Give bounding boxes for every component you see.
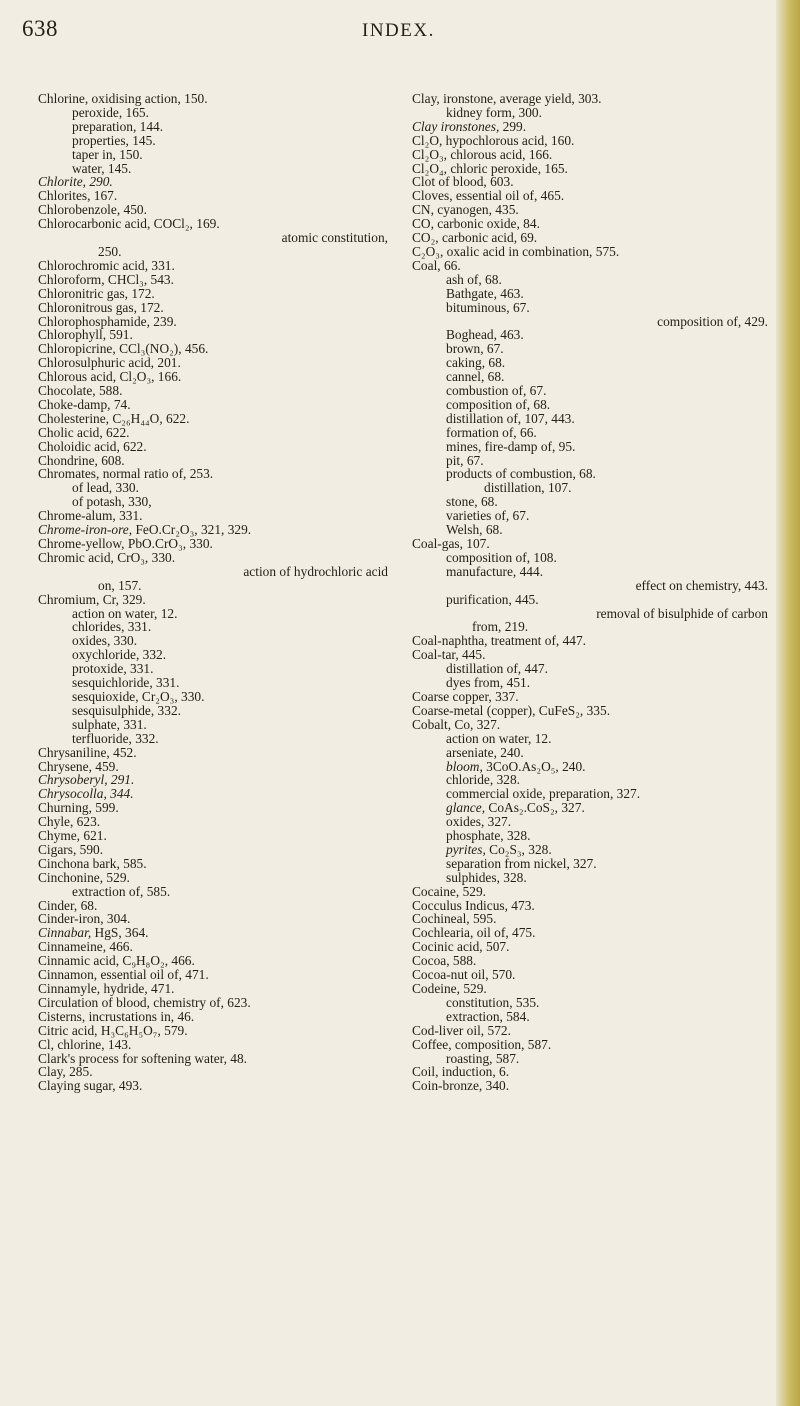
index-entry: Chlorite, 290.	[38, 174, 113, 190]
index-entry: CN, cyanogen, 435.	[412, 202, 519, 218]
index-entry: Chyme, 621.	[38, 828, 107, 844]
index-subentry: on, 157.	[98, 577, 142, 593]
index-subentry: distillation of, 107, 443.	[446, 410, 575, 426]
index-entry: Chrome-yellow, PbO.CrO₃, 330.	[38, 536, 213, 551]
index-entry: Chloronitrous gas, 172.	[38, 299, 164, 315]
index-subentry: distillation, 107.	[484, 480, 572, 496]
index-entry: Chlorous acid, Cl₂O₃, 166.	[38, 369, 182, 385]
index-entry: Cinchonine, 529.	[38, 869, 130, 885]
index-subentry: mines, fire-damp of, 95.	[446, 438, 576, 454]
index-entry: Clot of blood, 603.	[412, 174, 514, 190]
index-subentry: commercial oxide, preparation, 327.	[446, 786, 641, 802]
index-subentry: water, 145.	[72, 160, 132, 176]
index-entry: Chrysoberyl, 291.	[38, 772, 135, 788]
index-entry: Chocolate, 588.	[38, 383, 123, 399]
index-subentry: kidney form, 300.	[446, 104, 542, 120]
index-entry: Chrysocolla, 344.	[38, 786, 134, 802]
index-subentry: ash of, 68.	[446, 271, 502, 287]
index-subentry: Boghead, 463.	[446, 327, 524, 343]
index-entry: Cisterns, incrustations in, 46.	[38, 1008, 195, 1024]
index-entry: Cinnamic acid, C₉H₈O₂, 466.	[38, 953, 195, 969]
index-subentry: action on water, 12.	[446, 730, 552, 746]
index-subentry: bloom, 3CoO.As₂O₅, 240.	[446, 758, 586, 774]
index-entry: Cinchona bark, 585.	[38, 855, 147, 871]
index-entry: Claying sugar, 493.	[38, 1078, 143, 1094]
index-subentry: oxides, 327.	[446, 814, 512, 830]
index-entry: Churning, 599.	[38, 800, 119, 816]
index-entry: Chrysene, 459.	[38, 758, 119, 774]
index-entry: Chloronitric gas, 172.	[38, 285, 155, 301]
index-entry: Chondrine, 608.	[38, 452, 125, 468]
index-entry: Cl₂O₃, chlorous acid, 166.	[412, 146, 553, 162]
index-subentry: manufacture, 444.	[446, 563, 544, 579]
index-subentry: bituminous, 67.	[446, 299, 530, 315]
index-entry: Chrome-iron-ore, FeO.Cr₂O₃, 321, 329.	[38, 522, 252, 538]
index-entry: Coal-gas, 107.	[412, 536, 490, 551]
index-subentry: protoxide, 331.	[72, 661, 154, 677]
index-entry: Clay, 285.	[38, 1064, 93, 1080]
index-entry: Chlorobenzole, 450.	[38, 202, 147, 218]
index-subentry: from, 219.	[472, 619, 529, 635]
index-entry: Cinnabar, HgS, 364.	[38, 925, 149, 941]
index-entry: Circulation of blood, chemistry of, 623.	[38, 994, 251, 1010]
index-subentry: stone, 68.	[446, 494, 498, 510]
index-subentry: sesquisulphide, 332.	[72, 702, 181, 718]
index-entry: Cholic acid, 622.	[38, 424, 130, 440]
index-entry: Cod-liver oil, 572.	[412, 1022, 511, 1038]
index-entry: Cl, chlorine, 143.	[38, 1036, 132, 1052]
index-subentry: extraction of, 585.	[72, 883, 171, 899]
index-entry: Chlorites, 167.	[38, 188, 118, 204]
index-entry: Cocculus Indicus, 473.	[412, 897, 535, 913]
index-entry: Cobalt, Co, 327.	[412, 716, 501, 732]
index-entry: Cochineal, 595.	[412, 911, 497, 927]
index-subentry: extraction, 584.	[446, 1008, 530, 1024]
index-subentry: chloride, 328.	[446, 772, 521, 788]
index-subentry: terfluoride, 332.	[72, 730, 159, 746]
index-entry: Chlorochromic acid, 331.	[38, 257, 175, 273]
index-subentry: varieties of, 67.	[446, 508, 530, 524]
page-edge	[776, 0, 800, 1406]
index-subentry: constitution, 535.	[446, 994, 540, 1010]
index-entry: Cinnameine, 466.	[38, 939, 133, 955]
index-entry: Clark's process for softening water, 48.	[38, 1050, 248, 1066]
index-entry: Cl₂O, hypochlorous acid, 160.	[412, 132, 575, 148]
index-subentry: composition of, 108.	[446, 549, 557, 565]
index-entry: Cocoa, 588.	[412, 953, 477, 969]
index-subentry: roasting, 587.	[446, 1050, 520, 1066]
index-entry: Coal, 66.	[412, 257, 461, 273]
index-subentry: dyes from, 451.	[446, 675, 531, 691]
index-entry: Cl₂O₄, chloric peroxide, 165.	[412, 160, 568, 176]
index-entry: Citric acid, H₃C₆H₅O₇, 579.	[38, 1022, 188, 1038]
index-column-right	[412, 92, 768, 1093]
index-subentry: brown, 67.	[446, 341, 504, 357]
index-entry: Chlorosulphuric acid, 201.	[38, 355, 181, 371]
index-entry: Coin-bronze, 340.	[412, 1078, 510, 1094]
index-entry: Chloropicrine, CCl₃(NO₂), 456.	[38, 341, 209, 357]
index-entry: Coal-tar, 445.	[412, 647, 486, 663]
index-subentry: combustion of, 67.	[446, 383, 547, 399]
index-subentry: 250.	[98, 243, 122, 259]
index-subentry: formation of, 66.	[446, 424, 537, 440]
index-entry: Chlorocarbonic acid, COCl₂, 169.	[38, 216, 220, 232]
index-subentry: composition of, 429.	[657, 313, 768, 329]
index-subentry: products of combustion, 68.	[446, 466, 596, 482]
index-subentry: action of hydrochloric acid	[243, 563, 388, 579]
index-entry: Choloidic acid, 622.	[38, 438, 147, 454]
index-entry: Cigars, 590.	[38, 841, 104, 857]
index-entry: Chloroform, CHCl₃, 543.	[38, 271, 174, 287]
index-subentry: oxides, 330.	[72, 633, 138, 649]
index-subentry: sesquioxide, Cr₂O₃, 330.	[72, 688, 205, 704]
index-subentry: Bathgate, 463.	[446, 285, 524, 301]
index-entry: Clay ironstones, 299.	[412, 118, 527, 134]
index-entry: Coarse copper, 337.	[412, 688, 519, 704]
index-subentry: of lead, 330.	[72, 480, 139, 496]
index-entry: Cocaine, 529.	[412, 883, 487, 899]
index-subentry: pit, 67.	[446, 452, 484, 468]
index-entry: Chromium, Cr, 329.	[38, 591, 146, 607]
index-subentry: properties, 145.	[72, 132, 156, 148]
index-entry: Chrome-alum, 331.	[38, 508, 143, 524]
index-subentry: effect on chemistry, 443.	[635, 577, 768, 593]
index-entry: Chyle, 623.	[38, 814, 101, 830]
index-entry: CO, carbonic oxide, 84.	[412, 216, 540, 232]
index-entry: Codeine, 529.	[412, 981, 487, 996]
index-entry: Cinnamyle, hydride, 471.	[38, 981, 175, 996]
index-entry: Chrysaniline, 452.	[38, 744, 137, 760]
index-entry: Cocoa-nut oil, 570.	[412, 967, 516, 983]
index-entry: Cholesterine, C₂₆H₄₄O, 622.	[38, 410, 190, 426]
index-entry: Cinder-iron, 304.	[38, 911, 131, 927]
index-column-left	[38, 92, 388, 1093]
index-entry: Chlorine, oxidising action, 150.	[38, 91, 208, 106]
index-subentry: sesquichloride, 331.	[72, 675, 180, 691]
index-subentry: separation from nickel, 327.	[446, 855, 597, 871]
index-subentry: pyrites, Co₂S₃, 328.	[446, 841, 552, 857]
index-entry: CO₂, carbonic acid, 69.	[412, 230, 538, 246]
index-entry: Coarse-metal (copper), CuFeS₂, 335.	[412, 702, 611, 718]
index-subentry: sulphides, 328.	[446, 869, 527, 885]
index-entry: Clay, ironstone, average yield, 303.	[412, 91, 602, 106]
index-entry: Chlorophosphamide, 239.	[38, 313, 177, 329]
index-entry: Cinder, 68.	[38, 897, 98, 913]
index-entry: Cloves, essential oil of, 465.	[412, 188, 565, 204]
index-subentry: atomic constitution,	[281, 230, 388, 246]
page-number: 638	[22, 16, 58, 41]
index-subentry: action on water, 12.	[72, 605, 178, 621]
index-subentry: arseniate, 240.	[446, 744, 524, 760]
index-subentry: sulphate, 331.	[72, 716, 147, 732]
index-subentry: phosphate, 328.	[446, 828, 531, 844]
index-entry: Coil, induction, 6.	[412, 1064, 510, 1080]
index-entry: C₂O₃, oxalic acid in combination, 575.	[412, 243, 620, 259]
index-entry: Cinnamon, essential oil of, 471.	[38, 967, 209, 983]
index-subentry: removal of bisulphide of carbon	[596, 605, 768, 621]
index-subentry: of potash, 330,	[72, 494, 152, 510]
index-subentry: peroxide, 165.	[72, 104, 149, 120]
index-subentry: Welsh, 68.	[446, 522, 503, 538]
index-entry: Chromates, normal ratio of, 253.	[38, 466, 214, 482]
index-entry: Cochlearia, oil of, 475.	[412, 925, 536, 941]
index-subentry: glance, CoAs₂.CoS₂, 327.	[446, 800, 585, 816]
running-head: INDEX.	[362, 20, 435, 41]
index-entry: Coal-naphtha, treatment of, 447.	[412, 633, 587, 649]
index-subentry: cannel, 68.	[446, 369, 505, 385]
index-subentry: composition of, 68.	[446, 396, 551, 412]
index-entry: Choke-damp, 74.	[38, 396, 131, 412]
index-subentry: taper in, 150.	[72, 146, 143, 162]
index-subentry: chlorides, 331.	[72, 619, 152, 635]
index-entry: Cocinic acid, 507.	[412, 939, 510, 955]
index-subentry: caking, 68.	[446, 355, 506, 371]
index-subentry: preparation, 144.	[72, 118, 164, 134]
index-subentry: distillation of, 447.	[446, 661, 548, 677]
index-entry: Coffee, composition, 587.	[412, 1036, 552, 1052]
index-subentry: oxychloride, 332.	[72, 647, 167, 663]
index-entry: Chlorophyll, 591.	[38, 327, 133, 343]
index-entry: Chromic acid, CrO₃, 330.	[38, 549, 176, 565]
index-subentry: purification, 445.	[446, 591, 539, 607]
